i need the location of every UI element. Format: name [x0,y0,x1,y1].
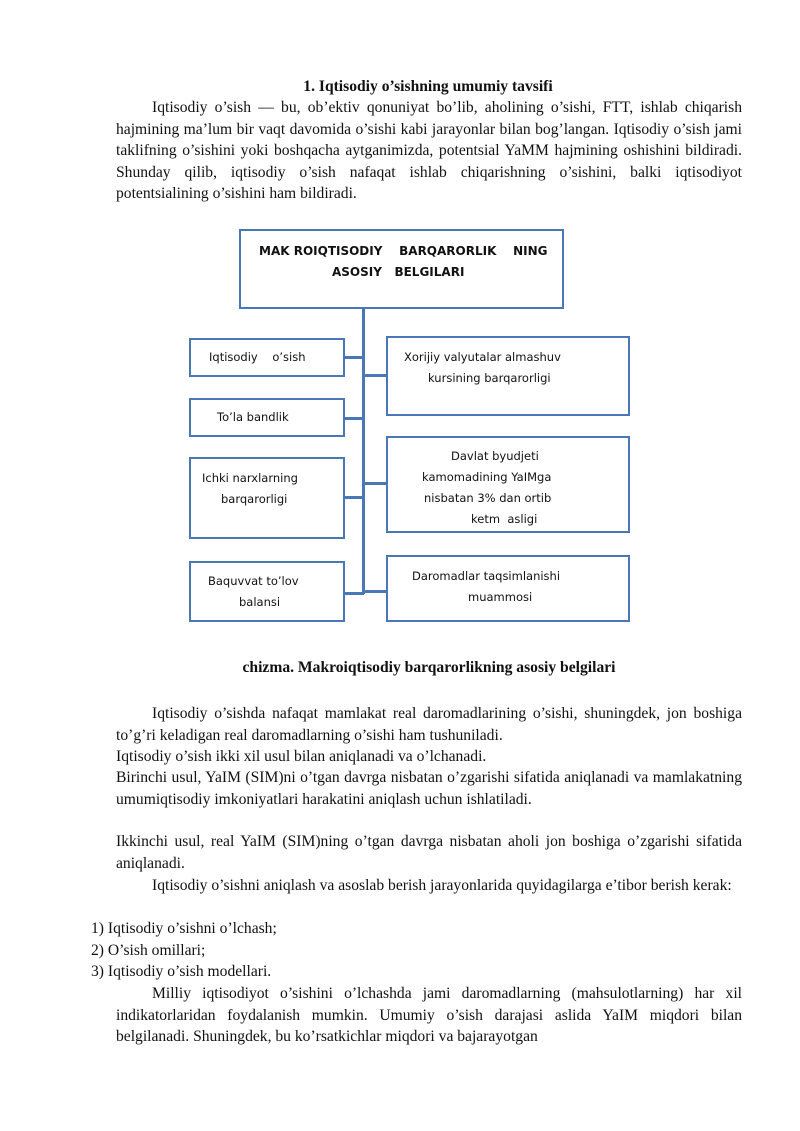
diagram-caption: chizma. Makroiqtisodiy barqarorlikning asosiy belgilari [242,659,616,676]
diagram-box-exchange-rate-stability [386,336,630,416]
list-item: 3) Iqtisodiy o’sish modellari. [91,963,272,980]
diagram-connector-vertical [362,309,365,594]
box-label-line2: kamomadining YaIMga [422,470,552,484]
diagram-box-budget-deficit [386,436,630,533]
diagram-box-income-distribution [386,555,630,622]
paragraph-7: Milliy iqtisodiyot o’sishini o’lchashda jami daromadlarning (mahsulotlarning) har xil indikatorlaridan foydalanish mumkin. Umumiy o’sish darajasi aslida YaIM miqdori bilan belgilanadi. Shuningdek, bu ko’rsatkichlar miqdori va bajarayotgan [116,985,742,1046]
list-item: 1) Iqtisodiy o’sishni o’lchash; [91,920,277,937]
diagram-connector-left1 [344,356,364,359]
box-label-line2: balansi [239,595,281,609]
diagram-box-full-employment [189,398,345,437]
paragraph-2: Iqtisodiy o’sishda nafaqat mamlakat real daromadlarining o’sishi, shuningdek, jon boshiga to’g’ri keladigan real daromadlarning o’sishi ham tushuniladi. [116,705,742,744]
box-label-line2: kursining barqarorligi [428,371,551,385]
paragraph-4: Birinchi usul, YaIM (SIM)ni o’tgan davrga nisbatan o’zgarishi sifatida aniqlanadi va mamlakatning umumiqtisodiy imkoniyatlari harakatini aniqlash uchun ishlatiladi. [116,769,742,808]
diagram-box-price-stability [189,457,345,539]
box-label-line1: Baquvvat to’lov [208,574,299,588]
diagram-box-balance-of-payments [189,561,345,622]
box-label: Iqtisodiy o’sish [209,350,306,364]
box-label-line1: Daromadlar taqsimlanishi [412,569,561,583]
diagram-top-box [239,229,564,309]
top-box-line2: ASOSIY BELGILARI [332,265,465,279]
box-label-line2: barqarorligi [221,492,288,506]
box-label-line2: muammosi [468,590,533,604]
box-label-line3: nisbatan 3% dan ortib [424,491,552,505]
box-label: To’la bandlik [217,410,289,424]
diagram-connector-left4 [344,592,364,595]
box-label-line4: ketm asligi [471,512,538,526]
diagram-connector-left3 [344,496,364,499]
box-label-line1: Xorijiy valyutalar almashuv [404,350,561,364]
top-box-line1: MAK ROIQTISODIY BARQARORLIK NING [259,244,548,258]
box-label-line1: Ichki narxlarning [202,471,298,485]
paragraph-6: Iqtisodiy o’sishni aniqlash va asoslab berish jarayonlarida quyidagilarga e’tibor berish kerak: [152,877,732,894]
intro-paragraph: Iqtisodiy o’sish — bu, ob’ektiv qonuniyat bo’lib, aholining o’sishi, FTT, ishlab chiqarish hajmining ma’lum bir vaqt davomida o’sishi kabi jarayonlar bilan bog’langan. Iqtisodiy o’sish jami taklifning o’sishini yoki boshqacha aytganimizda, potentsial YaMM hajmining oshishini bildiradi. Shunday qilib, iqtisodiy o’sish nafaqat ishlab chiqarishning o’sishini, balki iqtisodiyot potentsialining o’sishini ham bildiradi. [116,99,742,203]
paragraph-5: Ikkinchi usul, real YaIM (SIM)ning o’tgan davrga nisbatan aholi jon boshiga o’zgarishi sifatida aniqlanadi. [116,833,742,872]
diagram-connector-left2 [344,417,364,420]
paragraph-3: Iqtisodiy o’sish ikki xil usul bilan aniqlanadi va o’lchanadi. [116,748,487,765]
list-item: 2) O’sish omillari; [91,942,206,959]
diagram-connector-right2 [364,482,388,485]
diagram-box-economic-growth [189,338,345,377]
box-label-line1: Davlat byudjeti [451,449,539,463]
diagram-connector-right1 [364,374,388,377]
section-title: 1. Iqtisodiy o’sishning umumiy tavsifi [303,78,553,95]
diagram-connector-right3 [364,590,388,593]
